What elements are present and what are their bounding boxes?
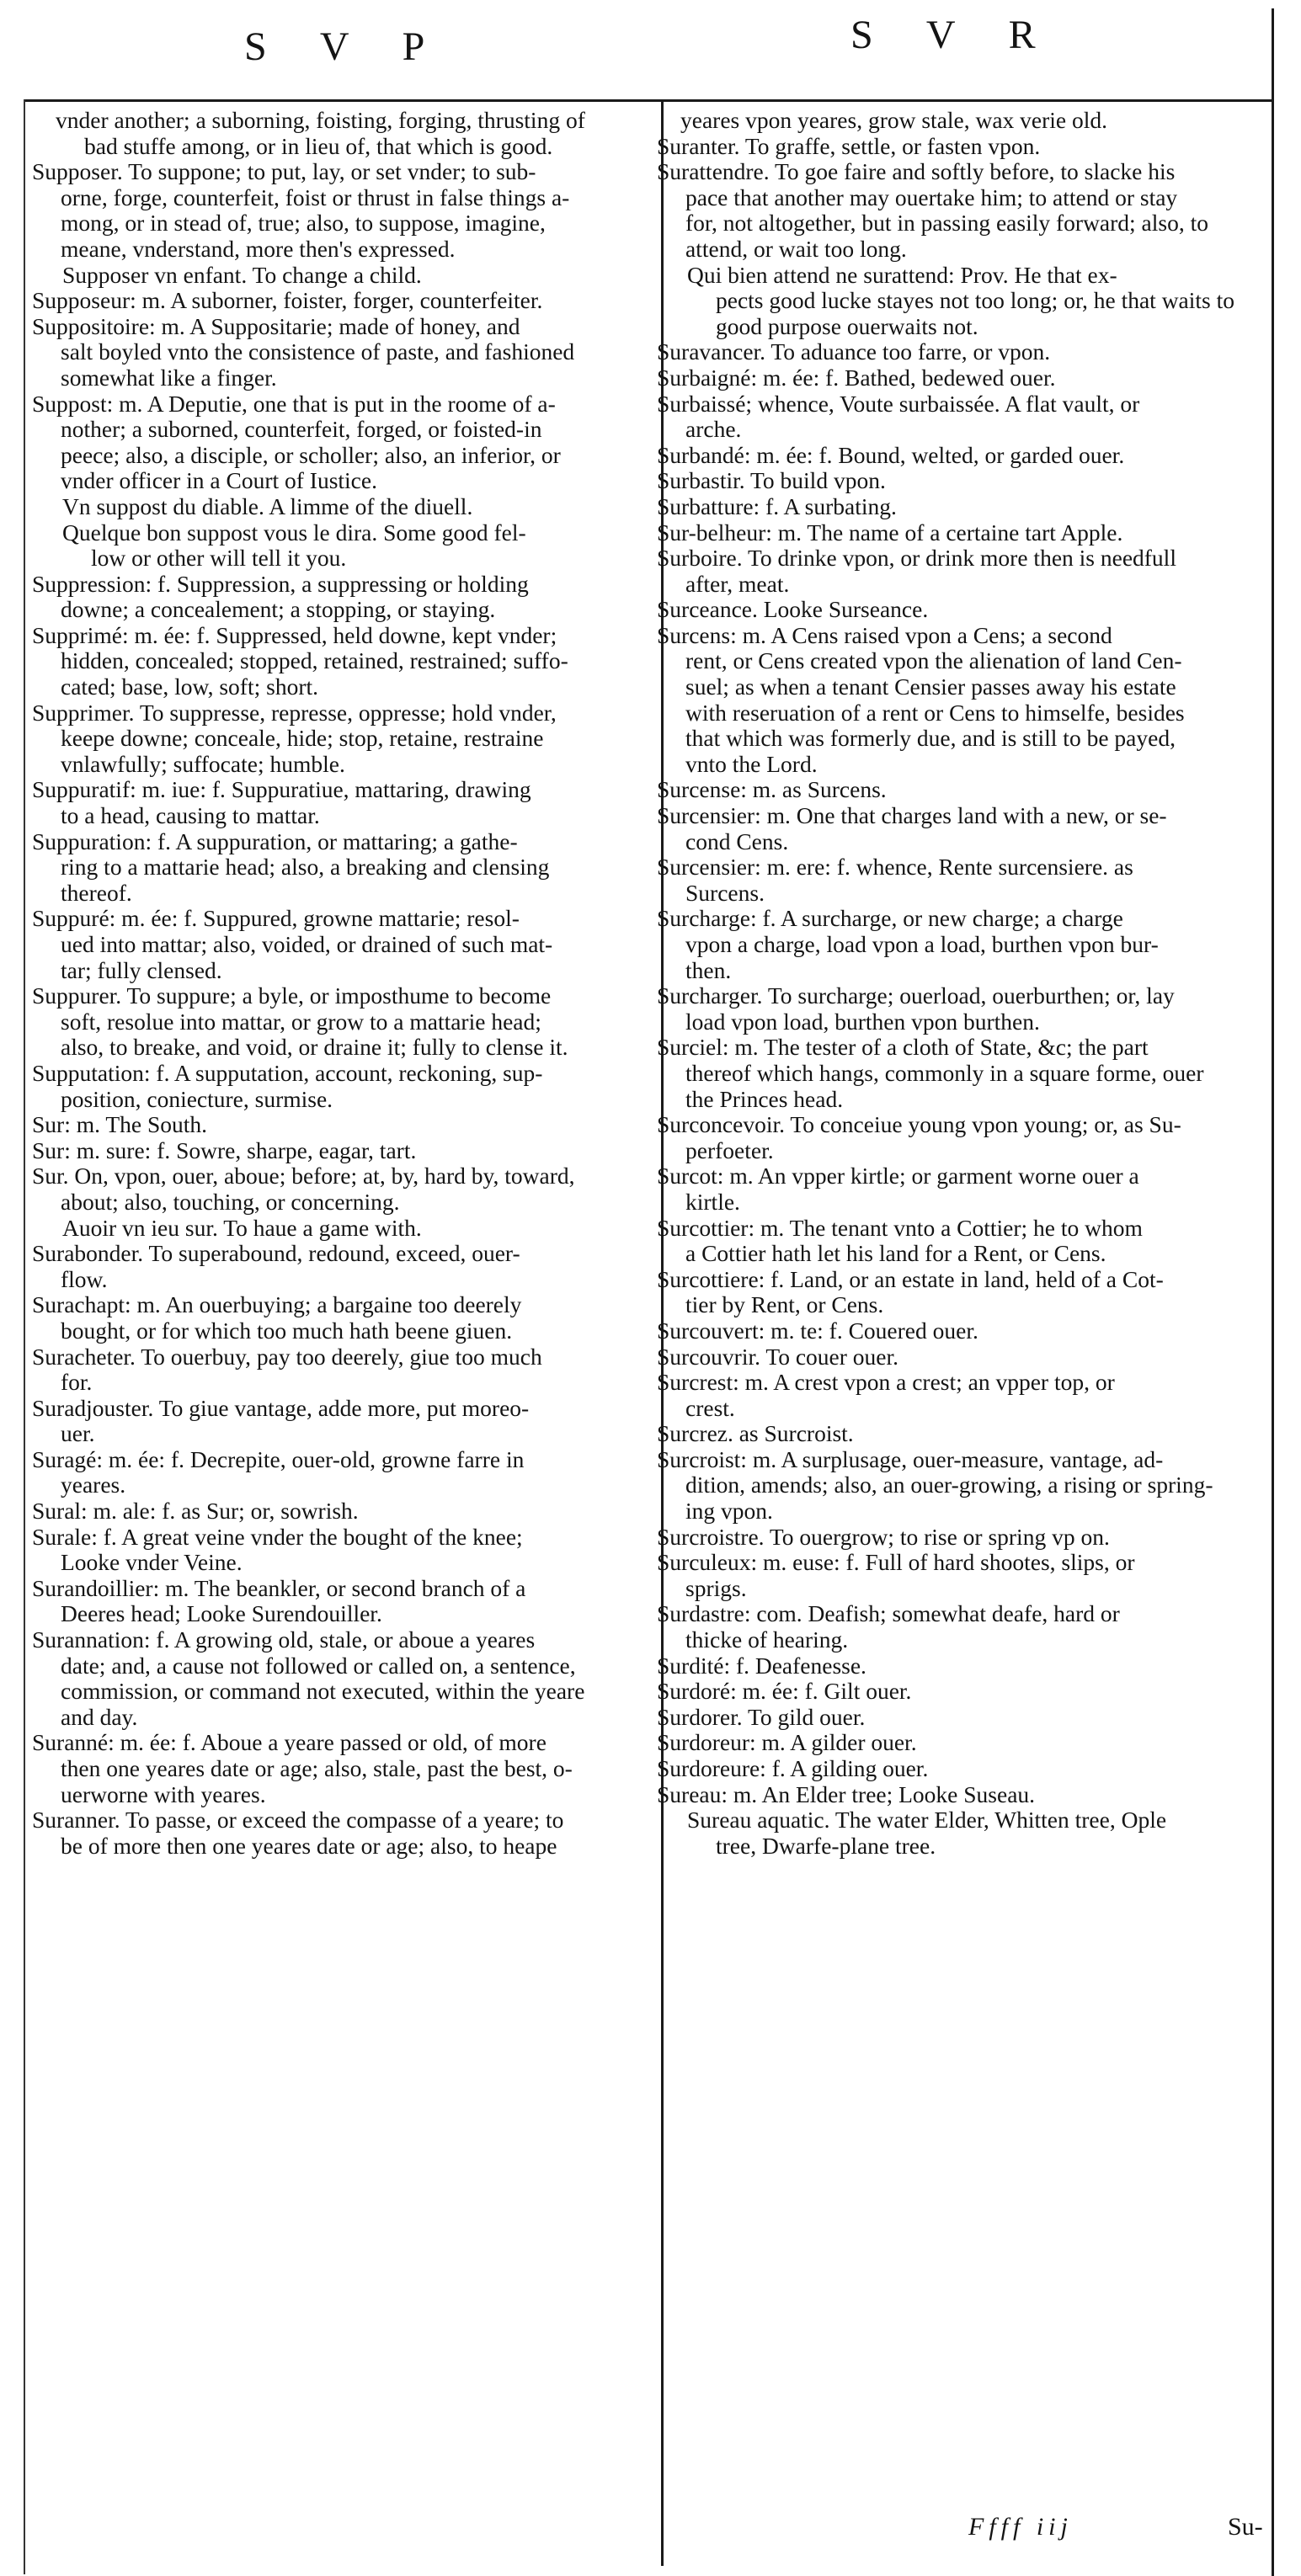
dictionary-entry [32, 983, 637, 1061]
dictionary-entry [657, 443, 1263, 469]
dictionary-entry [32, 777, 637, 828]
dictionary-entry [657, 1679, 1263, 1705]
entry-line: Deeres head; Looke Surendouiller. [61, 1600, 382, 1627]
entry-line: Surcottier: m. The tenant vnto a Cottier; he to whom [657, 1214, 1143, 1241]
entry-line: Suppression: f. Suppression, a suppressing or holding [32, 570, 529, 597]
entry-line: Suranné: m. ée: f. Aboue a yeare passed or old, of more [32, 1729, 547, 1756]
running-head-left: S V P [244, 24, 447, 69]
entry-line: that which was formerly due, and is still to be payed, [685, 725, 1176, 752]
signature-mark: Ffff iij [968, 2513, 1073, 2541]
dictionary-entry [32, 520, 637, 572]
entry-line: tier by Rent, or Cens. [685, 1291, 884, 1318]
entry-line: Surcrez. as Surcroist. [657, 1420, 854, 1447]
entry-line: Surannation: f. A growing old, stale, or aboue a yeares [32, 1626, 536, 1653]
entry-line: good purpose ouerwaits not. [716, 312, 978, 339]
entry-line: kirtle. [685, 1188, 740, 1215]
entry-line: Surale: f. A great veine vnder the bought of the knee; [32, 1523, 523, 1550]
entry-line: Surbandé: m. ée: f. Bound, welted, or garded ouer. [657, 441, 1125, 468]
left-rule [24, 99, 25, 2574]
dictionary-entry [657, 263, 1263, 340]
dictionary-entry [657, 983, 1263, 1035]
entry-line: Surcottiere: f. Land, or an estate in land, held of a Cot- [657, 1265, 1164, 1292]
entry-line: salt boyled vnto the consistence of paste, and fashioned [61, 338, 575, 365]
dictionary-entry [32, 572, 637, 623]
entry-line: Surcens: m. A Cens raised vpon a Cens; a second [657, 621, 1112, 648]
dictionary-entry [657, 339, 1263, 365]
dictionary-entry [657, 854, 1263, 906]
entry-line: tar; fully clensed. [61, 956, 222, 983]
entry-line: Surbaissé; whence, Voute surbaissée. A flat vault, or [657, 390, 1140, 417]
dictionary-entry [32, 1241, 637, 1292]
entry-line: vpon a charge, load vpon a load, burthen vpon bur- [685, 931, 1159, 957]
entry-line: Surbastir. To build vpon. [657, 467, 886, 494]
dictionary-entry [657, 1318, 1263, 1344]
entry-line: Supposer. To suppone; to put, lay, or set vnder; to sub- [32, 158, 536, 185]
dictionary-entry [657, 803, 1263, 854]
entry-line: Surceance. Looke Surseance. [657, 596, 929, 623]
entry-line: Sureau aquatic. The water Elder, Whitten tree, Ople [687, 1807, 1167, 1834]
entry-line: Supprimer. To suppresse, represse, oppresse; hold vnder, [32, 699, 557, 726]
dictionary-entry [32, 1447, 637, 1498]
entry-line: Suppuration: f. A suppuration, or mattaring; a gathe- [32, 828, 518, 854]
entry-line: Surdoreur: m. A gilder ouer. [657, 1729, 917, 1756]
entry-line: cond Cens. [685, 828, 789, 854]
dictionary-entry [657, 623, 1263, 778]
entry-line: Surciel: m. The tester of a cloth of State, &c; the part [657, 1034, 1149, 1061]
dictionary-entry [657, 468, 1263, 494]
dictionary-entry [32, 1576, 637, 1627]
dictionary-entry [32, 1627, 637, 1730]
entry-line: cated; base, low, soft; short. [61, 673, 318, 700]
entry-line: Surdoreure: f. A gilding ouer. [657, 1755, 929, 1781]
entry-line: with reseruation of a rent or Cens to himselfe, besides [685, 699, 1185, 726]
entry-line: thereof which hangs, commonly in a square forme, ouer [685, 1059, 1204, 1086]
entry-line: commission, or command not executed, within the yeare [61, 1678, 585, 1705]
right-column [657, 108, 1263, 1859]
entry-line: Supposeur: m. A suborner, foister, forger, counterfeiter. [32, 287, 543, 314]
entry-line: arche. [685, 416, 742, 443]
dictionary-entry [32, 829, 637, 907]
entry-line: Surcensier: m. One that charges land with a new, or se- [657, 802, 1167, 829]
dictionary-entry [32, 1498, 637, 1525]
entry-line: Surattendre. To goe faire and softly before, to slacke his [657, 158, 1176, 185]
dictionary-entry [32, 263, 637, 289]
entry-line: Surcot: m. An vpper kirtle; or garment worne ouer a [657, 1163, 1139, 1190]
entry-line: about; also, touching, or concerning. [61, 1188, 400, 1215]
entry-line: peece; also, a disciple, or scholler; also, an inferior, or [61, 441, 561, 468]
dictionary-entry [657, 365, 1263, 391]
dictionary-entry [32, 1292, 637, 1344]
entry-line: hidden, concealed; stopped, retained, restrained; suffo- [61, 647, 568, 674]
entry-line: Surcroist: m. A surplusage, ouer-measure, vantage, ad- [657, 1445, 1164, 1472]
entry-line: also, to breake, and void, or draine it; fully to clense it. [61, 1034, 568, 1061]
entry-line: bought, or for which too much hath beene giuen. [61, 1317, 513, 1344]
dictionary-entry [32, 1807, 637, 1859]
entry-line: yeares. [61, 1472, 126, 1498]
entry-line: Surcensier: m. ere: f. whence, Rente surcensiere. as [657, 854, 1133, 881]
dictionary-entry [32, 906, 637, 983]
entry-line: perfoeter. [685, 1136, 774, 1163]
entry-line: Sur. On, vpon, ouer, aboue; before; at, by, hard by, toward, [32, 1163, 575, 1190]
entry-line: Suracheter. To ouerbuy, pay too deerely, giue too much [32, 1343, 542, 1370]
entry-line: Suppuré: m. ée: f. Suppured, growne mattarie; resol- [32, 905, 520, 932]
entry-line: Surcouvert: m. te: f. Couered ouer. [657, 1317, 978, 1344]
entry-line: rent, or Cens created vpon the alienation of land Cen- [685, 647, 1182, 674]
dictionary-entry [32, 1138, 637, 1164]
dictionary-entry [657, 597, 1263, 623]
entry-line: pace that another may ouertake him; to attend or stay [685, 184, 1178, 210]
dictionary-entry [32, 1730, 637, 1807]
entry-line: flow. [61, 1265, 108, 1292]
entry-line: dition, amends; also, an ouer-growing, a rising or spring- [685, 1472, 1213, 1498]
entry-line: and day. [61, 1703, 138, 1730]
entry-line: meane, vnderstand, more then's expressed. [61, 235, 456, 262]
dictionary-entry [657, 1653, 1263, 1679]
dictionary-entry [32, 1112, 637, 1138]
entry-line: then one yeares date or age; also, stale, past the best, o- [61, 1755, 573, 1781]
entry-line: the Princes head. [685, 1085, 844, 1112]
entry-line: Suradjouster. To giue vantage, adde more, put moreo- [32, 1394, 530, 1421]
entry-line: Suravancer. To aduance too farre, or vpon. [657, 338, 1051, 365]
dictionary-entry [32, 314, 637, 391]
dictionary-entry [657, 391, 1263, 443]
entry-line: Surcharge: f. A surcharge, or new charge; a charge [657, 905, 1123, 932]
entry-line: Qui bien attend ne surattend: Prov. He that ex- [687, 261, 1117, 288]
entry-line: Vn suppost du diable. A limme of the diuell. [62, 492, 473, 519]
dictionary-entry [32, 494, 637, 520]
entry-line: Surabonder. To superabound, redound, exceed, ouer- [32, 1240, 520, 1267]
entry-line: vnto the Lord. [685, 750, 818, 777]
dictionary-entry [657, 546, 1263, 597]
running-head-right: S V R [850, 13, 1058, 57]
entry-line: Surbaigné: m. ée: f. Bathed, bedewed ouer. [657, 364, 1056, 391]
entry-line: vnder officer in a Court of Iustice. [61, 467, 377, 494]
entry-line: Surcens. [685, 879, 765, 906]
entry-line: Sur: m. The South. [32, 1111, 208, 1138]
entry-line: position, coniecture, surmise. [61, 1085, 333, 1112]
dictionary-entry [32, 108, 637, 159]
entry-line: for, not altogether, but in passing easily forward; also, to [685, 210, 1208, 237]
dictionary-entry [657, 1216, 1263, 1267]
entry-line: for. [61, 1369, 93, 1396]
entry-line: crest. [685, 1394, 735, 1421]
entry-line: Sural: m. ale: f. as Sur; or, sowrish. [32, 1498, 359, 1525]
entry-line: Looke vnder Veine. [61, 1549, 243, 1576]
entry-line: Sureau: m. An Elder tree; Looke Suseau. [657, 1780, 1036, 1807]
entry-line: Surachapt: m. An ouerbuying; a bargaine too deerely [32, 1291, 522, 1318]
entry-line: to a head, causing to mattar. [61, 802, 320, 829]
entry-line: Suragé: m. ée: f. Decrepite, ouer-old, growne farre in [32, 1445, 525, 1472]
entry-line: bad stuffe among, or in lieu of, that which is good. [84, 132, 553, 159]
entry-line: nother; a suborned, counterfeit, forged, or foisted-in [61, 416, 542, 443]
dictionary-entry [657, 134, 1263, 160]
left-column [32, 108, 637, 1859]
entry-line: somewhat like a finger. [61, 364, 277, 391]
entry-line: uerworne with yeares. [61, 1780, 266, 1807]
entry-line: Surdorer. To gild ouer. [657, 1703, 866, 1730]
entry-line: Supprimé: m. ée: f. Suppressed, held downe, kept vnder; [32, 621, 557, 648]
entry-line: then. [685, 956, 732, 983]
entry-line: Suranner. To passe, or exceed the compasse of a yeare; to [32, 1807, 564, 1834]
right-rule [1272, 8, 1274, 2576]
entry-line: load vpon load, burthen vpon burthen. [685, 1008, 1040, 1035]
entry-line: Suppuratif: m. iue: f. Suppuratiue, mattaring, drawing [32, 776, 531, 803]
dictionary-entry [657, 1756, 1263, 1782]
entry-line: Suppurer. To suppure; a byle, or imposthume to become [32, 982, 552, 1009]
top-rule [24, 99, 1272, 102]
entry-line: pects good lucke stayes not too long; or, he that waits to [716, 287, 1235, 314]
dictionary-entry [657, 1267, 1263, 1318]
entry-line: Sur-belheur: m. The name of a certaine tart Apple. [657, 519, 1123, 546]
entry-line: ing vpon. [685, 1498, 773, 1525]
entry-line: Surcense: m. as Surcens. [657, 776, 887, 803]
dictionary-entry [657, 1163, 1263, 1215]
dictionary-entry [657, 1782, 1263, 1808]
entry-line: Surandoillier: m. The beankler, or second branch of a [32, 1574, 526, 1601]
entry-line: Supputation: f. A supputation, account, reckoning, sup- [32, 1059, 543, 1086]
dictionary-entry [657, 1807, 1263, 1859]
entry-line: orne, forge, counterfeit, foist or thrust in false things a- [61, 184, 570, 210]
dictionary-entry [32, 700, 637, 778]
entry-line: low or other will tell it you. [91, 545, 347, 572]
entry-line: Suppositoire: m. A Suppositarie; made of honey, and [32, 312, 520, 339]
entry-line: Quelque bon suppost vous le dira. Some good fel- [62, 519, 526, 546]
entry-line: tree, Dwarfe-plane tree. [716, 1832, 936, 1859]
entry-line: ued into mattar; also, voided, or drained of such mat- [61, 931, 553, 957]
dictionary-entry [657, 1035, 1263, 1112]
dictionary-entry [657, 1601, 1263, 1653]
dictionary-entry [657, 1550, 1263, 1601]
entry-line: soft, resolue into mattar, or grow to a mattarie head; [61, 1008, 541, 1035]
entry-line: Surcroistre. To ouergrow; to rise or spring vp on. [657, 1523, 1110, 1550]
entry-line: Auoir vn ieu sur. To haue a game with. [62, 1214, 422, 1241]
entry-line: Sur: m. sure: f. Sowre, sharpe, eagar, tart. [32, 1136, 417, 1163]
entry-line: Surconcevoir. To conceiue young vpon young; or, as Su- [657, 1111, 1181, 1138]
dictionary-entry [32, 1163, 637, 1215]
dictionary-entry [32, 1216, 637, 1242]
dictionary-entry [657, 1730, 1263, 1756]
entry-line: Surdoré: m. ée: f. Gilt ouer. [657, 1678, 912, 1705]
dictionary-entry [32, 288, 637, 314]
entry-line: Surdastre: com. Deafish; somewhat deafe, hard or [657, 1600, 1120, 1627]
entry-line: date; and, a cause not followed or called on, a sentence, [61, 1652, 576, 1679]
entry-line: Surcrest: m. A crest vpon a crest; an vpper top, or [657, 1369, 1115, 1396]
dictionary-entry [657, 1344, 1263, 1370]
entry-line: Surculeux: m. euse: f. Full of hard shootes, slips, or [657, 1549, 1135, 1576]
entry-line: Supposer vn enfant. To change a child. [62, 261, 422, 288]
entry-line: attend, or wait too long. [685, 235, 907, 262]
dictionary-entry [657, 1421, 1263, 1447]
entry-line: vnlawfully; suffocate; humble. [61, 750, 345, 777]
entry-line: Suppost: m. A Deputie, one that is put in the roome of a- [32, 390, 556, 417]
entry-line: downe; a concealement; a stopping, or staying. [61, 596, 496, 623]
dictionary-entry [657, 906, 1263, 983]
entry-line: after, meat. [685, 570, 790, 597]
dictionary-entry [657, 108, 1263, 134]
dictionary-entry [657, 159, 1263, 262]
dictionary-entry [657, 1525, 1263, 1551]
dictionary-entry [657, 1447, 1263, 1525]
dictionary-entry [657, 520, 1263, 546]
entry-line: a Cottier hath let his land for a Rent, or Cens. [685, 1240, 1106, 1267]
dictionary-entry [657, 1705, 1263, 1731]
dictionary-entry [32, 159, 637, 262]
dictionary-entry [657, 494, 1263, 520]
entry-line: be of more then one yeares date or age; also, to heape [61, 1832, 557, 1859]
entry-line: Surbatture: f. A surbating. [657, 492, 897, 519]
entry-line: suel; as when a tenant Censier passes away his estate [685, 673, 1176, 700]
entry-line: Surcouvrir. To couer ouer. [657, 1343, 899, 1370]
entry-line: yeares vpon yeares, grow stale, wax verie old. [680, 107, 1108, 133]
entry-line: thicke of hearing. [685, 1626, 849, 1653]
dictionary-entry [657, 777, 1263, 803]
dictionary-entry [32, 623, 637, 700]
dictionary-entry [32, 1396, 637, 1447]
dictionary-entry [32, 1344, 637, 1396]
dictionary-entry [32, 391, 637, 494]
entry-line: uer. [61, 1420, 95, 1447]
dictionary-entry [657, 1112, 1263, 1163]
entry-line: Suranter. To graffe, settle, or fasten vpon. [657, 132, 1041, 159]
entry-line: Surdité: f. Deafenesse. [657, 1652, 866, 1679]
entry-line: ring to a mattarie head; also, a breaking and clensing [61, 854, 550, 881]
dictionary-entry [32, 1525, 637, 1576]
entry-line: Surcharger. To surcharge; ouerload, ouerburthen; or, lay [657, 982, 1175, 1009]
dictionary-entry [657, 1370, 1263, 1421]
entry-line: Surboire. To drinke vpon, or drink more then is needfull [657, 545, 1176, 572]
catchword: Su- [1228, 2513, 1263, 2541]
entry-line: keepe downe; conceale, hide; stop, retaine, restraine [61, 725, 544, 752]
entry-line: thereof. [61, 879, 132, 906]
entry-line: sprigs. [685, 1574, 747, 1601]
entry-line: mong, or in stead of, true; also, to suppose, imagine, [61, 210, 546, 237]
entry-line: vnder another; a suborning, foisting, forging, thrusting of [56, 107, 585, 133]
dictionary-entry [32, 1061, 637, 1112]
